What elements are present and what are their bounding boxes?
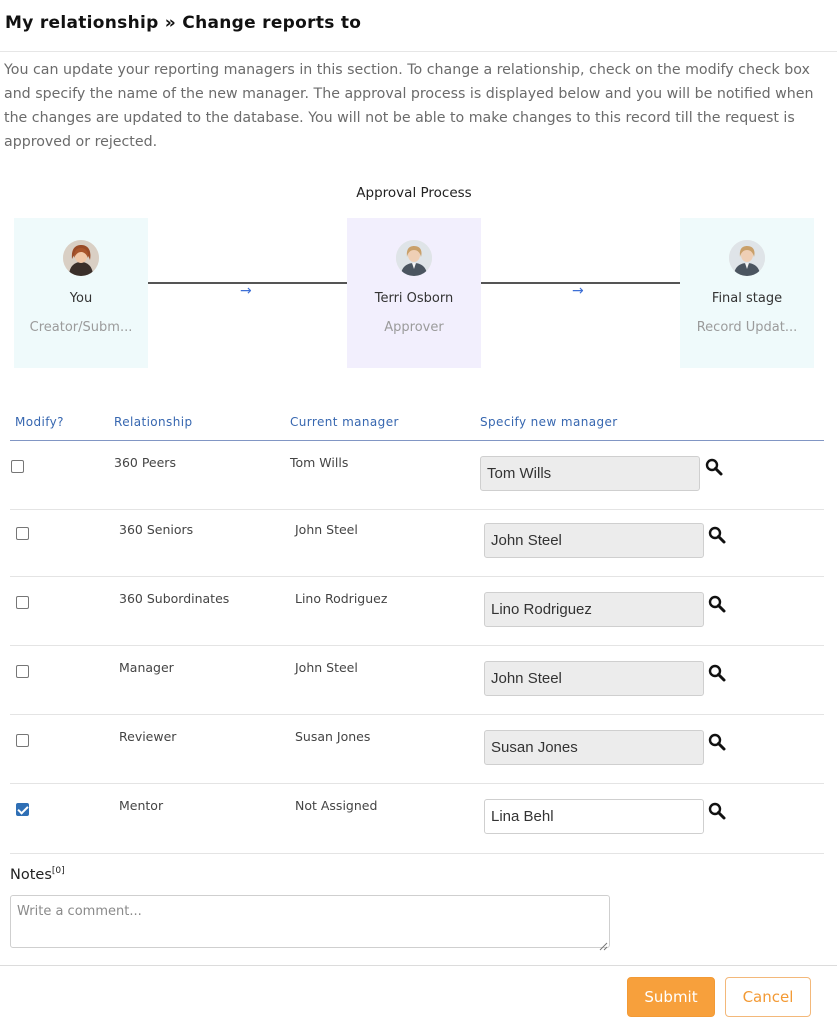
current-manager-cell: Tom Wills	[290, 455, 349, 470]
column-header-relationship: Relationship	[114, 415, 193, 429]
approval-stage-approver	[347, 218, 481, 368]
search-icon[interactable]	[707, 663, 727, 683]
current-manager-cell: Susan Jones	[295, 729, 371, 744]
column-header-current-manager: Current manager	[290, 415, 399, 429]
new-manager-input[interactable]	[484, 730, 704, 765]
modify-checkbox[interactable]	[11, 460, 24, 473]
stage-name: Terri Osborn	[374, 291, 454, 306]
page-header	[0, 0, 837, 52]
notes-count: [0]	[51, 866, 65, 876]
stage-role: Creator/Subm...	[29, 320, 133, 335]
column-header-new-manager: Specify new manager	[480, 415, 618, 429]
stage-name: Final stage	[711, 291, 783, 306]
new-manager-input[interactable]	[484, 523, 704, 558]
notes-textarea[interactable]	[10, 895, 610, 948]
modify-checkbox[interactable]	[16, 803, 29, 816]
table-row	[10, 577, 824, 646]
approval-stage-final	[680, 218, 814, 368]
table-row	[10, 646, 824, 715]
current-manager-cell: John Steel	[295, 522, 358, 537]
approval-stage-creator	[14, 218, 148, 368]
new-manager-input[interactable]	[484, 661, 704, 696]
user-avatar-icon	[396, 240, 432, 276]
new-manager-input[interactable]	[480, 456, 700, 491]
approval-process-title: Approval Process	[356, 185, 472, 201]
arrow-right-icon: →	[572, 283, 584, 299]
notes-label-text: Notes	[10, 866, 52, 883]
search-icon[interactable]	[707, 801, 727, 821]
modify-checkbox[interactable]	[16, 527, 29, 540]
arrow-right-icon: →	[240, 283, 252, 299]
relationship-table-header	[10, 408, 824, 441]
submit-button[interactable]: Submit	[627, 977, 715, 1017]
new-manager-input[interactable]	[484, 799, 704, 834]
current-manager-cell: Lino Rodriguez	[295, 591, 388, 606]
notes-label	[10, 866, 65, 883]
cancel-button[interactable]: Cancel	[725, 977, 811, 1017]
stage-role: Approver	[384, 320, 444, 335]
search-icon[interactable]	[707, 594, 727, 614]
relationship-cell: Mentor	[119, 798, 164, 813]
relationship-cell: 360 Subordinates	[119, 591, 230, 606]
table-row	[10, 441, 824, 510]
column-header-modify: Modify?	[15, 415, 64, 429]
table-row	[10, 715, 824, 784]
modify-checkbox[interactable]	[16, 596, 29, 609]
current-manager-cell: John Steel	[295, 660, 358, 675]
relationship-cell: Reviewer	[119, 729, 177, 744]
new-manager-input[interactable]	[484, 592, 704, 627]
search-icon[interactable]	[704, 457, 724, 477]
stage-role: Record Updat...	[696, 320, 798, 335]
resize-handle-icon[interactable]	[598, 936, 608, 946]
modify-checkbox[interactable]	[16, 734, 29, 747]
user-avatar-icon	[63, 240, 99, 276]
relationship-cell: 360 Peers	[114, 455, 176, 470]
relationship-cell: Manager	[119, 660, 174, 675]
page-title: My relationship » Change reports to	[5, 13, 362, 33]
relationship-cell: 360 Seniors	[119, 522, 194, 537]
user-avatar-icon	[729, 240, 765, 276]
current-manager-cell: Not Assigned	[295, 798, 378, 813]
table-row	[10, 784, 824, 854]
footer-divider	[0, 965, 837, 966]
stage-name: You	[69, 291, 93, 306]
search-icon[interactable]	[707, 525, 727, 545]
modify-checkbox[interactable]	[16, 665, 29, 678]
table-row	[10, 510, 824, 577]
search-icon[interactable]	[707, 732, 727, 752]
page-description: You can update your reporting managers in this section. To change a relationship, check on the modify check box and specify the name of the new manager. The approval process is displayed below and you will be notified when the changes are updated to the database. You will not be able to make changes to this record till the request is approved or rejected.	[4, 62, 814, 150]
